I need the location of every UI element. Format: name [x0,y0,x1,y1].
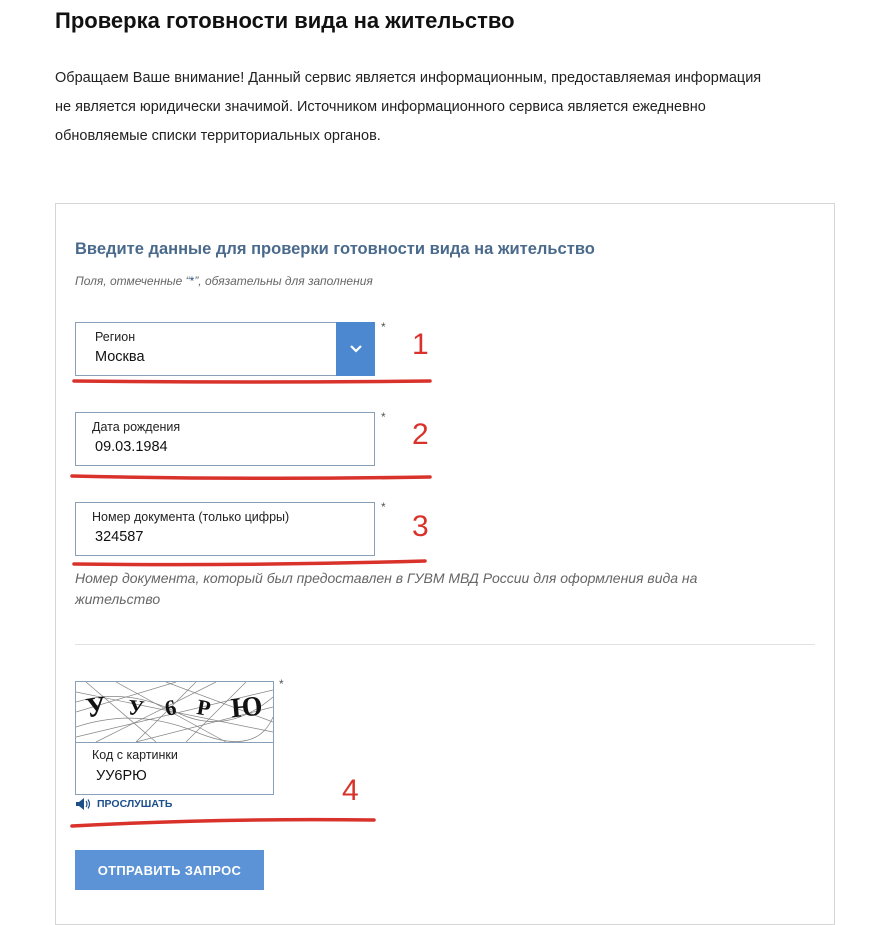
captcha-input-value[interactable]: УУ6РЮ [96,768,147,784]
required-note [75,274,373,288]
captcha-label: Код с картинки [92,748,178,762]
region-select[interactable] [75,322,375,376]
required-star: * [381,410,386,424]
birth-date-value: 09.03.1984 [95,439,168,455]
divider [75,644,815,645]
captcha-char: У [126,694,146,721]
captcha-image [76,682,273,743]
required-note-star: * [189,274,195,288]
captcha-char: 6 [162,694,179,721]
notice-line: обновляемые списки территориальных органов. [55,128,381,144]
document-number-label: Номер документа (только цифры) [92,510,290,524]
required-star: * [279,677,284,691]
region-label: Регион [95,330,136,344]
form-heading: Введите данные для проверки готовности вида на жительство [75,240,595,258]
submit-button[interactable]: ОТПРАВИТЬ ЗАПРОС [75,850,264,890]
required-note-text: ”, обязательны для заполнения [194,274,373,288]
listen-captcha-link[interactable] [75,798,172,810]
captcha-char: Р [194,694,213,721]
document-number-hint [75,568,795,610]
annotation-number: 4 [342,774,359,807]
form-card [55,203,835,925]
notice-text [55,64,845,151]
page-title: Проверка готовности вида на жительство [55,8,515,33]
captcha-char: У [84,690,109,725]
document-number-value: 324587 [95,529,144,545]
chevron-down-icon [349,344,363,354]
document-number-field[interactable] [75,502,375,556]
listen-label: ПРОСЛУШАТЬ [97,798,173,810]
region-value: Москва [95,349,145,365]
required-note-text: Поля, отмеченные “ [75,274,190,288]
birth-date-field[interactable] [75,412,375,466]
hint-line: жительство [75,591,161,607]
notice-line: Обращаем Ваше внимание! Данный сервис является информационным, предоставляемая информация [55,70,762,86]
annotation-number: 2 [412,418,429,451]
annotation-number: 1 [412,328,429,361]
annotation-number: 3 [412,510,429,543]
hint-line: Номер документа, который был предоставлен в ГУВМ МВД России для оформления вида на [75,570,698,586]
region-dropdown-button[interactable] [336,322,375,376]
birth-date-label: Дата рождения [92,420,181,434]
speaker-icon [75,798,93,810]
captcha-box [75,681,274,795]
required-star: * [381,320,386,334]
required-star: * [381,500,386,514]
captcha-char: Ю [229,690,264,725]
notice-line: не является юридически значимой. Источником информационного сервиса является ежедневно [55,99,706,115]
